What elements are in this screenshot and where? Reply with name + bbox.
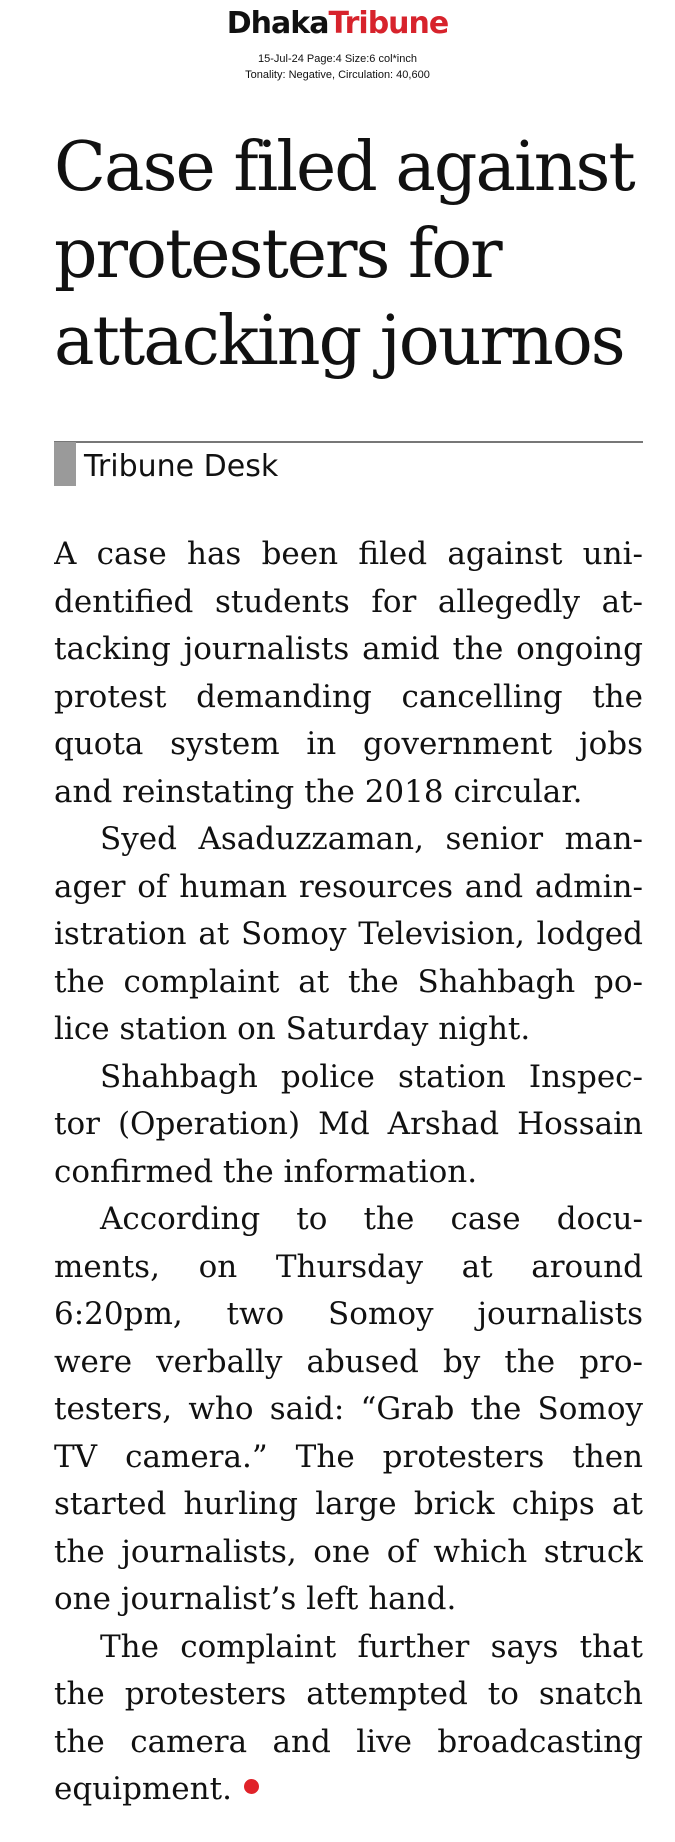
body-line: 6:20pm, two Somoy journalists <box>54 1296 643 1332</box>
byline-bar-marker <box>54 442 76 486</box>
body-line: According to the case docu- <box>100 1201 643 1237</box>
end-of-article-dot-icon <box>244 1779 259 1794</box>
body-line: quota system in government jobs <box>54 726 643 762</box>
byline: Tribune Desk <box>84 449 279 484</box>
body-line: testers, who said: “Grab the Somoy <box>54 1391 643 1427</box>
body-line: protest demanding cancelling the <box>54 678 643 715</box>
masthead-logo-part1: Dhaka <box>226 6 329 41</box>
headline-line: protesters for <box>54 215 501 294</box>
body-line: were verbally abused by the pro- <box>54 1343 643 1380</box>
body-line: lice station on Saturday night. <box>54 1011 531 1047</box>
headline-line: Case filed against <box>54 128 634 207</box>
body-line: ager of human resources and admin- <box>54 868 643 905</box>
body-line: Shahbagh police station Inspec- <box>100 1058 643 1095</box>
headline <box>54 124 654 385</box>
body-line: equipment. <box>54 1771 232 1807</box>
body-line: tacking journalists amid the ongoing <box>54 631 643 667</box>
body-line: the complaint at the Shahbagh po- <box>54 963 643 1000</box>
body-last-line <box>54 1766 643 1814</box>
body-line: A case has been filed against uni- <box>54 536 643 572</box>
body-line: The complaint further says that <box>100 1628 643 1665</box>
masthead-logo <box>0 4 675 44</box>
body-line: started hurling large brick chips at <box>54 1486 643 1522</box>
headline-line: attacking journos <box>54 302 624 381</box>
body-line: dentified students for allegedly at- <box>54 583 643 620</box>
clipping-meta-line1: 15-Jul-24 Page:4 Size:6 col*inch <box>258 53 417 65</box>
article-body <box>54 531 643 1814</box>
body-line: tor (Operation) Md Arshad Hossain <box>54 1106 643 1142</box>
body-line: one journalist’s left hand. <box>54 1581 457 1617</box>
body-line: the camera and live broadcasting <box>54 1723 643 1760</box>
masthead-logo-part2: Tribune <box>328 6 449 41</box>
body-line: the protesters attempted to snatch <box>54 1676 643 1712</box>
body-line: the journalists, one of which struck <box>54 1533 643 1570</box>
body-line: TV camera.” The protesters then <box>54 1438 643 1475</box>
body-line: Syed Asaduzzaman, senior man- <box>100 821 643 857</box>
clipping-meta-line2: Tonality: Negative, Circulation: 40,600 <box>245 69 430 81</box>
byline-divider <box>54 441 643 443</box>
body-line: ments, on Thursday at around <box>54 1248 643 1285</box>
body-line: istration at Somoy Television, lodged <box>54 916 643 952</box>
body-line: confirmed the information. <box>54 1153 478 1190</box>
body-line: and reinstating the 2018 circular. <box>54 773 583 810</box>
